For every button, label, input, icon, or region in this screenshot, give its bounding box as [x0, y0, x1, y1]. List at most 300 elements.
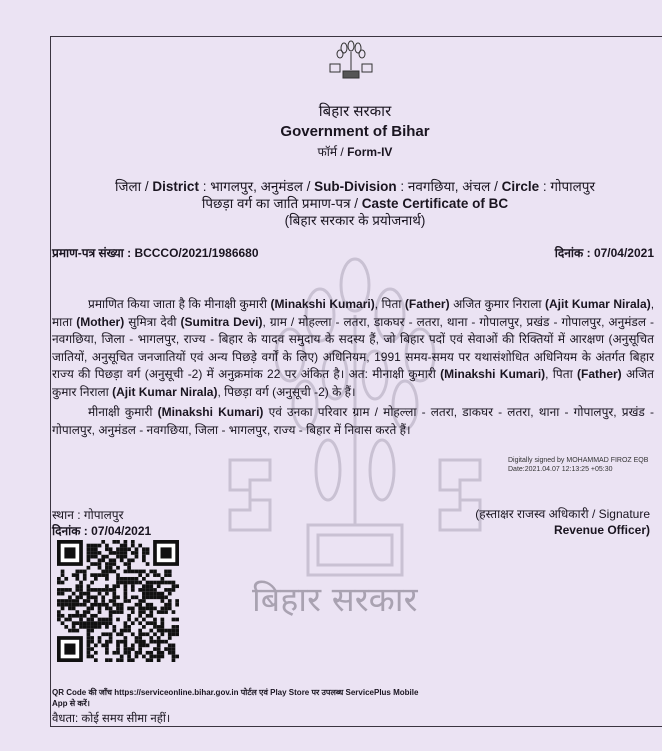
qr-module: [87, 555, 91, 559]
qr-module: [112, 592, 116, 596]
qr-module: [142, 551, 146, 555]
qr-module: [57, 588, 61, 592]
qr-module: [161, 618, 165, 622]
qr-module: [94, 544, 98, 548]
qr-module: [112, 610, 116, 614]
circle-label: Circle: [501, 179, 540, 194]
qr-module: [120, 655, 124, 659]
qr-module: [83, 621, 87, 625]
qr-module: [109, 551, 113, 555]
qr-module: [87, 647, 91, 651]
qr-module: [149, 588, 153, 592]
qr-module: [120, 577, 124, 581]
qr-module: [83, 577, 87, 581]
qr-module: [72, 573, 76, 577]
qr-module: [142, 640, 146, 644]
qr-finder: [64, 644, 75, 655]
qr-module: [149, 592, 153, 596]
qr-module: [116, 573, 120, 577]
qr-module: [135, 595, 139, 599]
qr-module: [168, 629, 172, 633]
paragraph-1-text: [52, 297, 654, 399]
qr-module: [109, 566, 113, 570]
qr-module: [101, 540, 105, 544]
qr-module: [164, 581, 168, 585]
qr-module: [138, 632, 142, 636]
qr-module: [83, 625, 87, 629]
qr-module: [124, 544, 128, 548]
qr-module: [131, 658, 135, 662]
qr-module: [57, 603, 61, 607]
qr-module: [101, 632, 105, 636]
qr-module: [153, 607, 157, 611]
qr-module: [61, 581, 65, 585]
qr-module: [112, 570, 116, 574]
qr-module: [79, 595, 83, 599]
form-label-hindi: फॉर्म /: [317, 145, 348, 159]
qr-finder: [161, 547, 172, 558]
qr-module: [75, 584, 79, 588]
signature-line-1: (हस्ताक्षर राजस्व अधिकारी / Signature: [475, 507, 650, 521]
qr-module: [105, 644, 109, 648]
qr-module: [94, 547, 98, 551]
qr-module: [164, 570, 168, 574]
paragraph-bold-segment: (Ajit Kumar Nirala): [545, 297, 651, 311]
qr-module: [146, 581, 150, 585]
qr-module: [161, 640, 165, 644]
qr-module: [105, 640, 109, 644]
signature-line-2: Revenue Officer): [553, 523, 650, 537]
qr-module: [57, 581, 61, 585]
qr-module: [135, 581, 139, 585]
qr-module: [57, 577, 61, 581]
qr-module: [149, 610, 153, 614]
qr-module: [149, 595, 153, 599]
qr-module: [105, 625, 109, 629]
qr-module: [105, 588, 109, 592]
qr-module: [116, 610, 120, 614]
qr-module: [131, 647, 135, 651]
qr-module: [127, 570, 131, 574]
qr-module: [120, 555, 124, 559]
qr-module: [116, 555, 120, 559]
qr-module: [61, 599, 65, 603]
qr-module: [120, 558, 124, 562]
qr-module: [116, 618, 120, 622]
qr-module: [112, 599, 116, 603]
qr-module: [168, 603, 172, 607]
qr-module: [72, 599, 76, 603]
qr-module: [142, 547, 146, 551]
qr-module: [68, 629, 72, 633]
subdivision-label: Sub-Division: [314, 179, 397, 194]
qr-module: [87, 547, 91, 551]
qr-module: [142, 555, 146, 559]
qr-module: [164, 595, 168, 599]
paragraph-bold-segment: (Father): [577, 367, 622, 381]
qr-module: [98, 551, 102, 555]
qr-module: [124, 625, 128, 629]
qr-module: [116, 607, 120, 611]
qr-module: [90, 618, 94, 622]
paragraph-segment: मीनाक्षी कुमारी: [88, 405, 158, 419]
qr-module: [87, 625, 91, 629]
qr-module: [124, 592, 128, 596]
qr-module: [131, 584, 135, 588]
qr-module: [90, 547, 94, 551]
qr-module: [168, 570, 172, 574]
qr-module: [109, 636, 113, 640]
qr-module: [64, 625, 68, 629]
qr-module: [87, 584, 91, 588]
issue-date-value: 07/04/2021: [91, 524, 152, 538]
paragraph-segment: , माता: [52, 297, 655, 329]
qr-module: [142, 632, 146, 636]
qr-module: [87, 599, 91, 603]
qr-module: [138, 621, 142, 625]
signature-block: [475, 506, 650, 538]
govt-name-english: Government of Bihar: [280, 123, 430, 140]
qr-module: [79, 625, 83, 629]
bihar-emblem-icon: [326, 40, 376, 80]
validity-note: वैधता: कोई समय सीमा नहीं।: [52, 713, 171, 725]
qr-module: [175, 632, 179, 636]
qr-module: [138, 644, 142, 648]
qr-module: [142, 558, 146, 562]
qr-module: [83, 570, 87, 574]
qr-module: [135, 551, 139, 555]
qr-module: [109, 599, 113, 603]
qr-module: [168, 573, 172, 577]
qr-module: [161, 651, 165, 655]
qr-module: [72, 614, 76, 618]
qr-module: [79, 588, 83, 592]
qr-module: [94, 577, 98, 581]
qr-module: [157, 647, 161, 651]
qr-module: [142, 599, 146, 603]
qr-module: [116, 581, 120, 585]
qr-module: [116, 658, 120, 662]
qr-module: [138, 636, 142, 640]
qr-module: [101, 618, 105, 622]
qr-module: [131, 558, 135, 562]
qr-module: [90, 625, 94, 629]
qr-module: [142, 577, 146, 581]
certificate-purpose: (बिहार सरकार के प्रयोजनार्थ): [284, 213, 426, 228]
qr-module: [75, 588, 79, 592]
qr-module: [124, 651, 128, 655]
qr-module: [98, 566, 102, 570]
qr-module: [120, 607, 124, 611]
qr-module: [87, 651, 91, 655]
qr-module: [142, 595, 146, 599]
paragraph-segment: अजित कुमार निराला: [449, 297, 546, 311]
qr-module: [172, 644, 176, 648]
paragraph-bold-segment: (Ajit Kumar Nirala): [112, 384, 218, 399]
qr-module: [105, 621, 109, 625]
qr-module: [57, 618, 61, 622]
qr-module: [127, 558, 131, 562]
qr-module: [153, 592, 157, 596]
qr-module: [109, 632, 113, 636]
qr-module: [94, 595, 98, 599]
qr-module: [161, 621, 165, 625]
qr-module: [101, 573, 105, 577]
qr-module: [161, 599, 165, 603]
certificate-title: [50, 194, 660, 212]
qr-module: [146, 614, 150, 618]
qr-module: [153, 647, 157, 651]
qr-module: [116, 651, 120, 655]
qr-module: [127, 655, 131, 659]
qr-module: [142, 584, 146, 588]
qr-module: [124, 581, 128, 585]
qr-module: [157, 581, 161, 585]
qr-module: [90, 581, 94, 585]
certificate-title-english: Caste Certificate of BC: [361, 196, 509, 211]
paragraph-segment: , ग्राम / मोहल्ला - लतरा, डाकघर - लतरा, थाना - गोपालपुर, प्रखंड - गोपालपुर, अनुमंडल - नवगछिया, जिला - भागलपुर, राज्य - बिहार के यादव समुदाय के सदस्य हैं, जो बिहार पदों एवं सेवाओं की रिक्तियों में आरक्षण (अनुसूचित जातियों, अनुसूचित जनजातियों एवं अन्य पिछड़े वर्गों के लिए) अधिनियम, 1991 समय-समय पर यथासंशोधित अधिनियम के अंतर्गत बिहार राज्य की पिछड़ा वर्ग (अनुसूची -2) में अनुक्रमांक 22 पर अंकित है। अत: मीनाक्षी कुमारी: [52, 314, 654, 381]
qr-module: [161, 595, 165, 599]
qr-module: [87, 558, 91, 562]
qr-module: [109, 618, 113, 622]
qr-module: [98, 621, 102, 625]
qr-module: [90, 614, 94, 618]
qr-module: [138, 629, 142, 633]
qr-module: [105, 651, 109, 655]
qr-module: [94, 551, 98, 555]
qr-module: [138, 588, 142, 592]
qr-module: [124, 577, 128, 581]
qr-module: [124, 636, 128, 640]
qr-module: [109, 640, 113, 644]
qr-module: [149, 640, 153, 644]
qr-module: [109, 621, 113, 625]
qr-module: [90, 573, 94, 577]
qr-module: [112, 584, 116, 588]
qr-module: [83, 614, 87, 618]
qr-module: [146, 562, 150, 566]
qr-module: [142, 618, 146, 622]
qr-module: [72, 603, 76, 607]
qr-module: [109, 610, 113, 614]
qr-module: [138, 607, 142, 611]
qr-module: [61, 570, 65, 574]
qr-module: [153, 588, 157, 592]
qr-module: [98, 603, 102, 607]
paragraph-segment: प्रमाणित किया जाता है कि मीनाक्षी कुमारी: [88, 297, 271, 311]
qr-module: [146, 573, 150, 577]
qr-module: [175, 629, 179, 633]
qr-module: [75, 599, 79, 603]
qr-module: [101, 588, 105, 592]
qr-module: [120, 551, 124, 555]
qr-module: [90, 607, 94, 611]
qr-module: [116, 577, 120, 581]
qr-module: [161, 607, 165, 611]
digital-signature: [508, 456, 648, 474]
qr-module: [124, 621, 128, 625]
qr-module: [90, 647, 94, 651]
qr-module: [153, 570, 157, 574]
qr-module: [98, 636, 102, 640]
qr-module: [172, 632, 176, 636]
qr-module: [109, 658, 113, 662]
qr-module: [105, 566, 109, 570]
qr-module: [157, 644, 161, 648]
qr-module: [131, 644, 135, 648]
qr-module: [87, 588, 91, 592]
paragraph-bold-segment: (Minakshi Kumari): [270, 297, 375, 311]
qr-module: [161, 581, 165, 585]
qr-module: [142, 644, 146, 648]
certificate-date: [555, 244, 654, 261]
qr-module: [138, 640, 142, 644]
qr-module: [138, 610, 142, 614]
qr-module: [164, 640, 168, 644]
qr-module: [57, 592, 61, 596]
qr-module: [116, 547, 120, 551]
qr-module: [72, 607, 76, 611]
qr-module: [109, 562, 113, 566]
district-label: जिला /: [115, 179, 153, 194]
qr-module: [175, 599, 179, 603]
qr-module: [90, 595, 94, 599]
qr-module: [124, 570, 128, 574]
qr-module: [138, 544, 142, 548]
qr-module: [98, 573, 102, 577]
qr-module: [149, 614, 153, 618]
qr-module: [164, 588, 168, 592]
qr-module: [161, 577, 165, 581]
qr-module: [94, 658, 98, 662]
qr-module: [75, 603, 79, 607]
qr-module: [112, 562, 116, 566]
qr-module: [98, 544, 102, 548]
qr-module: [105, 555, 109, 559]
qr-module: [172, 655, 176, 659]
qr-module: [90, 562, 94, 566]
qr-module: [142, 655, 146, 659]
qr-module: [112, 540, 116, 544]
qr-module: [172, 658, 176, 662]
qr-module: [135, 603, 139, 607]
qr-module: [105, 618, 109, 622]
qr-module: [75, 577, 79, 581]
qr-module: [146, 607, 150, 611]
qr-module: [124, 595, 128, 599]
qr-module: [131, 581, 135, 585]
subdivision-value: : नवगछिया, अंचल /: [396, 179, 502, 194]
qr-module: [112, 625, 116, 629]
qr-module: [98, 558, 102, 562]
digital-signature-date: Date:2021.04.07 12:13:25 +05:30: [508, 466, 613, 473]
qr-module: [68, 607, 72, 611]
qr-module: [172, 618, 176, 622]
qr-module: [127, 625, 131, 629]
qr-module: [168, 644, 172, 648]
qr-module: [142, 570, 146, 574]
qr-module: [153, 595, 157, 599]
qr-module: [101, 555, 105, 559]
qr-module: [105, 603, 109, 607]
paragraph-bold-segment: (Minakshi Kumari): [440, 367, 546, 381]
qr-module: [116, 566, 120, 570]
qr-module: [149, 636, 153, 640]
qr-code: [57, 540, 179, 662]
district-value: : भागलपुर, अनुमंडल /: [198, 179, 315, 194]
qr-module: [153, 655, 157, 659]
certificate-number-label: प्रमाण-पत्र संख्या :: [52, 246, 135, 260]
qr-module: [161, 625, 165, 629]
qr-module: [75, 614, 79, 618]
qr-module: [135, 618, 139, 622]
qr-module: [79, 581, 83, 585]
qr-module: [149, 621, 153, 625]
qr-module: [101, 599, 105, 603]
qr-module: [109, 570, 113, 574]
qr-module: [68, 595, 72, 599]
qr-module: [116, 551, 120, 555]
issue-date: [52, 522, 151, 539]
qr-module: [124, 540, 128, 544]
govt-name-hindi: बिहार सरकार: [318, 103, 392, 120]
qr-module: [124, 647, 128, 651]
qr-module: [105, 607, 109, 611]
qr-module: [146, 658, 150, 662]
qr-module: [175, 618, 179, 622]
qr-module: [161, 655, 165, 659]
qr-module: [112, 558, 116, 562]
qr-module: [87, 632, 91, 636]
qr-module: [116, 584, 120, 588]
qr-verification-note: QR Code की जाँच https://serviceonline.bihar.gov.in पोर्टल एवं Play Store पर उपलब्ध ServicePlus Mobile App से करें।: [52, 688, 419, 708]
qr-module: [90, 555, 94, 559]
qr-module: [112, 603, 116, 607]
qr-module: [120, 547, 124, 551]
qr-module: [112, 551, 116, 555]
qr-module: [131, 607, 135, 611]
qr-module: [124, 599, 128, 603]
qr-module: [87, 629, 91, 633]
qr-module: [168, 632, 172, 636]
qr-module: [124, 629, 128, 633]
qr-module: [157, 651, 161, 655]
district-label-en: District: [152, 179, 199, 194]
qr-module: [94, 625, 98, 629]
watermark-text: बिहार सरकार: [252, 580, 418, 620]
qr-module: [90, 603, 94, 607]
qr-module: [124, 551, 128, 555]
qr-module: [135, 547, 139, 551]
qr-module: [172, 610, 176, 614]
qr-module: [127, 629, 131, 633]
qr-module: [57, 599, 61, 603]
qr-module: [112, 651, 116, 655]
qr-module: [168, 647, 172, 651]
qr-module: [72, 629, 76, 633]
qr-module: [146, 547, 150, 551]
qr-module: [124, 555, 128, 559]
qr-module: [94, 644, 98, 648]
qr-module: [131, 544, 135, 548]
qr-module: [172, 651, 176, 655]
qr-module: [153, 625, 157, 629]
qr-module: [146, 651, 150, 655]
qr-module: [72, 592, 76, 596]
qr-module: [83, 592, 87, 596]
qr-module: [90, 544, 94, 548]
qr-module: [146, 551, 150, 555]
